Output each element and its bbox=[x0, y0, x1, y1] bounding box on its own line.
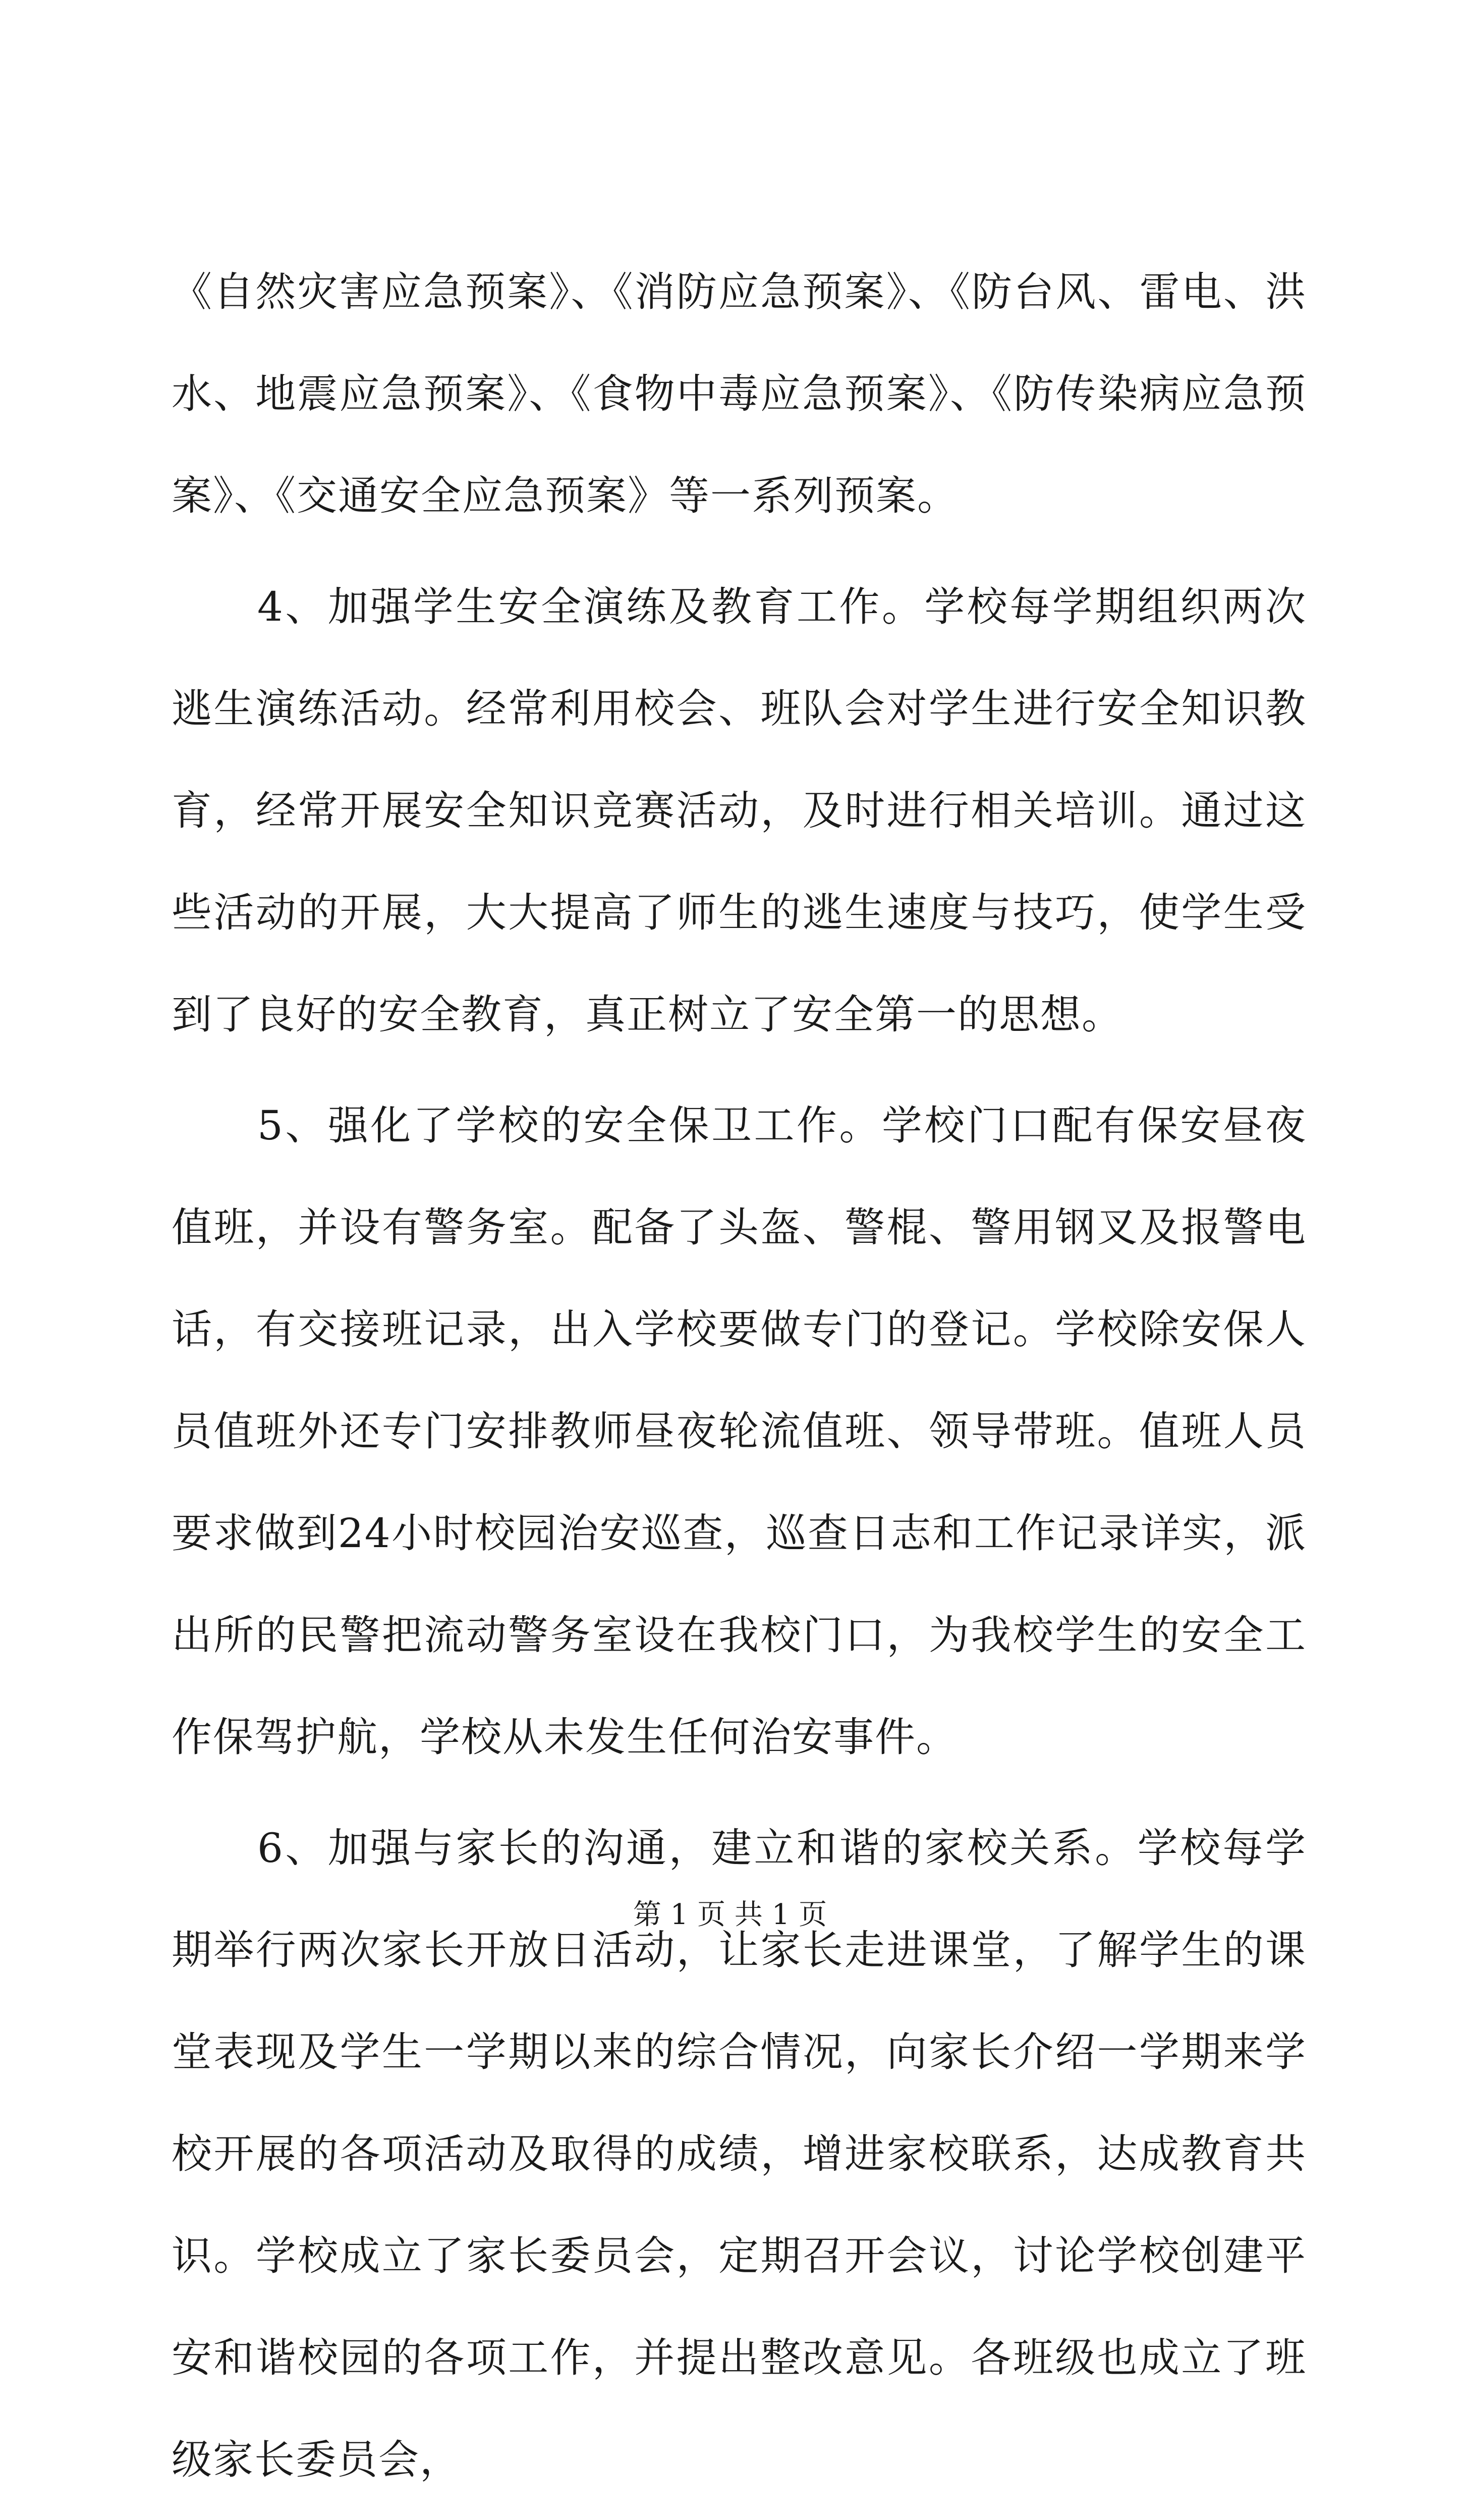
paragraph-safety-drills: 4、加强学生安全演练及教育工作。学校每学期组织两次逃生演练活动。经常利用校会、班队会对学生进行安全知识教育，经常开展安全知识竞赛活动，及时进行相关培训。通过这些活动的开展，大大提高了师生的逃生速度与技巧，使学生受到了良好的安全教育，真正树立了安全第一的思想。 bbox=[172, 583, 1307, 1038]
paragraph-emergency-plans: 《自然灾害应急预案》、《消防应急预案》、《防台风、雷电、洪水、地震应急预案》、《食物中毒应急预案》、《防传染病应急预案》、《交通安全应急预案》等一系列预案。 bbox=[172, 268, 1307, 519]
page-footer: 第 1 页 共 1 页 bbox=[633, 1898, 827, 1931]
paragraph-parent-communication: 6、加强与家长的沟通，建立和谐的家校关系。学校每学期举行两次家长开放日活动，让家长走进课堂，了解学生的课堂表现及学生一学期以来的综合情况，向家长介绍一学期来学校开展的各项活动及取得的成绩，增进家校联系，达成教育共识。学校成立了家长委员会，定期召开会议，讨论学校创建平安和谐校园的各项工作，并提出整改意见。各班级也成立了班级家长委员会， bbox=[172, 1825, 1307, 2483]
document-body bbox=[172, 241, 1307, 2520]
paragraph-security-guard: 5、强化了学校的安全保卫工作。学校门口配有保安昼夜值班，并设有警务室。配备了头盔、警棍、警用钢叉及报警电话，有交接班记录，出入学校要做专门的登记。学校除安保人员值班外还专门安排教师昼夜轮流值班、领导带班。值班人员要求做到24小时校园治安巡查，巡查日志和工作记录详实，派出所的民警把流动警务室设在我校门口，为我校学生的安全工作保驾护航，学校从未发生任何治安事件。 bbox=[172, 1102, 1307, 1761]
